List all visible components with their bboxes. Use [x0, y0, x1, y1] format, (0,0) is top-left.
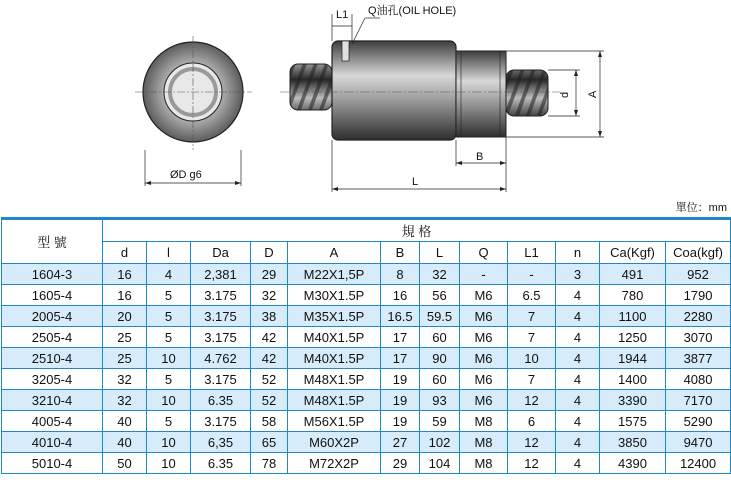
table-cell: 5 [147, 411, 191, 432]
table-cell: 60 [420, 369, 460, 390]
table-cell: 19 [381, 369, 420, 390]
table-cell: 38 [251, 306, 288, 327]
table-cell: 32 [251, 285, 288, 306]
label-l: L [412, 176, 419, 188]
table-cell: 42 [251, 348, 288, 369]
table-cell: M35X1.5P [288, 306, 381, 327]
table-cell: 78 [251, 453, 288, 474]
table-cell: 59 [420, 411, 460, 432]
table-cell: 16 [103, 264, 147, 285]
table-cell: 90 [420, 348, 460, 369]
table-cell: M60X2P [288, 432, 381, 453]
label-d: d [559, 91, 571, 98]
table-cell: 4 [556, 411, 600, 432]
table-cell: M48X1.5P [288, 369, 381, 390]
label-od: ØD g6 [170, 169, 202, 181]
column-header: Coa(kgf) [666, 242, 731, 264]
table-cell: 5 [147, 327, 191, 348]
model-header: 型 號 [2, 219, 103, 264]
column-header: L1 [508, 242, 556, 264]
table-cell: M40X1.5P [288, 327, 381, 348]
model-cell: 4010-4 [2, 432, 103, 453]
table-cell: 60 [420, 327, 460, 348]
table-cell: 10 [147, 432, 191, 453]
table-cell: 4 [147, 264, 191, 285]
table-cell: 4 [556, 453, 600, 474]
table-cell: 3.175 [191, 306, 251, 327]
table-cell: 32 [103, 390, 147, 411]
table-cell: 12 [508, 390, 556, 411]
table-cell: 3 [556, 264, 600, 285]
table-cell: 4 [556, 306, 600, 327]
table-cell: 32 [420, 264, 460, 285]
model-cell: 2505-4 [2, 327, 103, 348]
table-row [2, 306, 731, 327]
table-cell: 50 [103, 453, 147, 474]
label-a: A [587, 90, 599, 98]
label-l1: L1 [336, 9, 349, 21]
column-header: L [420, 242, 460, 264]
table-cell: M22X1,5P [288, 264, 381, 285]
table-cell: 3390 [600, 390, 666, 411]
table-cell: 4 [556, 390, 600, 411]
table-cell: 3.175 [191, 411, 251, 432]
table-cell: 5290 [666, 411, 731, 432]
table-cell: 19 [381, 390, 420, 411]
table-cell: 3850 [600, 432, 666, 453]
table-cell: 29 [381, 453, 420, 474]
table-cell: 59.5 [420, 306, 460, 327]
table-row [2, 369, 731, 390]
table-cell: 102 [420, 432, 460, 453]
table-row [2, 432, 731, 453]
table-cell: M6 [460, 285, 508, 306]
unit-note: 單位：mm [675, 202, 727, 214]
table-cell: 12 [508, 453, 556, 474]
table-row [2, 453, 731, 474]
table-cell: 2280 [666, 306, 731, 327]
table-cell: 6.35 [191, 390, 251, 411]
table-cell: M30X1.5P [288, 285, 381, 306]
table-cell: 1575 [600, 411, 666, 432]
label-b: B [476, 151, 484, 163]
table-cell: M40X1.5P [288, 348, 381, 369]
table-cell: 40 [103, 411, 147, 432]
table-row [2, 411, 731, 432]
table-cell: 4 [556, 369, 600, 390]
column-header: Da [191, 242, 251, 264]
table-cell: 780 [600, 285, 666, 306]
table-cell: 27 [381, 432, 420, 453]
table-cell: 3.175 [191, 285, 251, 306]
table-cell: 93 [420, 390, 460, 411]
table-cell: - [460, 264, 508, 285]
table-cell: 8 [381, 264, 420, 285]
table-cell: 16.5 [381, 306, 420, 327]
column-header: d [103, 242, 147, 264]
table-cell: M8 [460, 432, 508, 453]
table-cell: 4 [556, 327, 600, 348]
table-cell: 3877 [666, 348, 731, 369]
table-cell: 25 [103, 327, 147, 348]
spec-table [1, 217, 731, 474]
table-cell: M8 [460, 411, 508, 432]
table-cell: 32 [103, 369, 147, 390]
table-cell: 5 [147, 306, 191, 327]
table-cell: 6,35 [191, 432, 251, 453]
table-cell: 7 [508, 369, 556, 390]
table-row [2, 264, 731, 285]
table-cell: 1400 [600, 369, 666, 390]
table-cell: 19 [381, 411, 420, 432]
table-cell: 952 [666, 264, 731, 285]
table-cell: 104 [420, 453, 460, 474]
column-header: A [288, 242, 381, 264]
column-header: Ca(Kgf) [600, 242, 666, 264]
table-cell: - [508, 264, 556, 285]
table-cell: 1944 [600, 348, 666, 369]
table-cell: 4.762 [191, 348, 251, 369]
table-cell: M8 [460, 453, 508, 474]
table-cell: 7 [508, 327, 556, 348]
table-cell: M6 [460, 348, 508, 369]
table-cell: 12400 [666, 453, 731, 474]
model-cell: 1605-4 [2, 285, 103, 306]
table-cell: 12 [508, 432, 556, 453]
table-cell: 9470 [666, 432, 731, 453]
table-cell: 10 [147, 348, 191, 369]
table-cell: 4 [556, 348, 600, 369]
table-cell: 10 [147, 390, 191, 411]
table-cell: 20 [103, 306, 147, 327]
table-cell: 1100 [600, 306, 666, 327]
table-cell: 65 [251, 432, 288, 453]
table-row [2, 285, 731, 306]
column-header: B [381, 242, 420, 264]
table-cell: 17 [381, 327, 420, 348]
table-cell: M6 [460, 369, 508, 390]
table-cell: 4 [556, 285, 600, 306]
model-cell: 4005-4 [2, 411, 103, 432]
model-cell: 3210-4 [2, 390, 103, 411]
table-cell: 6.5 [508, 285, 556, 306]
table-cell: 491 [600, 264, 666, 285]
table-cell: 56 [420, 285, 460, 306]
table-row [2, 327, 731, 348]
table-cell: 42 [251, 327, 288, 348]
ball-nut-drawing [0, 0, 731, 200]
table-cell: 4390 [600, 453, 666, 474]
table-cell: 25 [103, 348, 147, 369]
table-cell: 16 [381, 285, 420, 306]
model-cell: 2510-4 [2, 348, 103, 369]
table-cell: 1790 [666, 285, 731, 306]
table-cell: 7170 [666, 390, 731, 411]
table-row [2, 390, 731, 411]
table-cell: 1250 [600, 327, 666, 348]
header-row-columns [2, 242, 731, 264]
side-view [280, 14, 604, 192]
label-oil-hole: Q油孔(OIL HOLE) [368, 5, 457, 17]
table-cell: 4 [556, 432, 600, 453]
table-cell: 40 [103, 432, 147, 453]
table-cell: M6 [460, 327, 508, 348]
table-row [2, 348, 731, 369]
column-header: D [251, 242, 288, 264]
end-view [135, 36, 252, 186]
model-cell: 1604-3 [2, 264, 103, 285]
column-header: l [147, 242, 191, 264]
table-cell: 16 [103, 285, 147, 306]
table-cell: 52 [251, 369, 288, 390]
table-cell: 3.175 [191, 369, 251, 390]
table-cell: 3070 [666, 327, 731, 348]
technical-drawing-svg [0, 0, 731, 200]
table-cell: 6.35 [191, 453, 251, 474]
table-cell: 3.175 [191, 327, 251, 348]
table-cell: 7 [508, 306, 556, 327]
table-cell: M72X2P [288, 453, 381, 474]
table-cell: 10 [508, 348, 556, 369]
table-cell: 2,381 [191, 264, 251, 285]
group-header: 規 格 [103, 219, 731, 242]
table-cell: M48X1.5P [288, 390, 381, 411]
table-cell: M6 [460, 390, 508, 411]
header-row-group [2, 219, 731, 242]
table-cell: 17 [381, 348, 420, 369]
table-cell: 52 [251, 390, 288, 411]
model-cell: 3205-4 [2, 369, 103, 390]
table-cell: M6 [460, 306, 508, 327]
table-cell: 6 [508, 411, 556, 432]
table-cell: 58 [251, 411, 288, 432]
model-cell: 5010-4 [2, 453, 103, 474]
table-cell: 5 [147, 285, 191, 306]
table-cell: 29 [251, 264, 288, 285]
table-cell: 5 [147, 369, 191, 390]
table-cell: 10 [147, 453, 191, 474]
model-cell: 2005-4 [2, 306, 103, 327]
column-header: Q [460, 242, 508, 264]
table-cell: 4080 [666, 369, 731, 390]
table-cell: M56X1.5P [288, 411, 381, 432]
column-header: n [556, 242, 600, 264]
